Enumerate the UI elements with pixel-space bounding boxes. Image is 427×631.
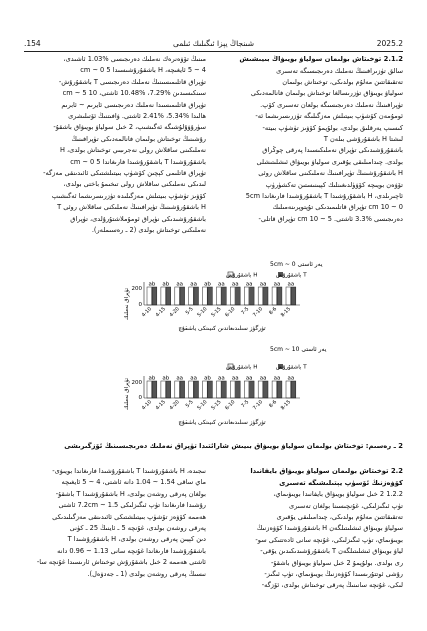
text-line: تۈپراق قاتلىمىسىدا نەملىك دەرىجىسى ئايرىم ~ ئابرىم [61,100,206,109]
text-line: تۈپرافىنىڭ نەملىك دەرىجىسىگە بولعان تەسىرى كۆپ. [260,100,403,109]
bar-h [230,381,235,398]
significance-letter: aa [287,281,295,288]
bar-h [203,287,208,305]
significance-letter: aa [259,281,267,288]
bottom-xaxis-label: تۈرگۈز سىلىدىغاندىن كىيىنكى ياشقۇچ [178,420,266,426]
x-tick-label: 6-10 [224,399,237,412]
section-heading-cont: كۆۋەزنىڭ ئۆسۈپ يېتىلىشىگە تەسىرى [279,478,403,487]
page-number: .154 [24,38,41,48]
section-heading: 2.1.2 توخىتاش بولىمان سولياۋ بويىۋاڭ بىيىشىش [239,55,403,63]
significance-letter: aa [176,375,184,382]
x-tick-label: 4-10 [140,306,154,319]
bottom-yaxis-label: تۈپراق نەملىك [124,377,130,411]
x-tick-label: 5-15 [210,306,223,319]
top-x-tick-labels [141,306,292,318]
header-rule [24,51,403,52]
significance-letter: aa [176,281,184,288]
soil-moisture-figure [120,256,327,436]
x-tick-label: 7-5 [240,399,251,410]
significance-letter: aa [218,281,225,288]
text-line: ماي ساقى 1.54 ~ 1.04 دانە ئاشتى، 4 ~ 5 ئايغىچە [61,478,206,487]
text-line: دىن كېيىن پەرقى روشەن بولدى، H باشقۇرۇشىدا T [67,535,206,544]
bar-h [189,287,194,305]
x-tick-label: 5-5 [184,306,195,317]
bottom-x-tick-labels [141,399,292,411]
x-tick-label: 7-10 [251,399,265,412]
x-tick-label: 4-10 [140,399,154,412]
text-line: بولغان پەرقى روشەن بولدى، H باشقۇرۇشىدا T باشقۇ- [55,489,206,498]
bar-h [286,381,291,398]
section-heading: 2.2 توخىتاش بولىمان سولياۋ بويىۋاق بايفانىدا [250,467,403,475]
bar-h [244,287,249,305]
text-line: باشقۇرۇشىدا T باشقۇرۇشىدا فارىغاندا 5 cm ~ 0 [70,157,206,166]
bar-t [180,287,185,305]
text-line: نىجىدە، H باشقۇرۇشىدا T باشقۇرۇشىدا فارىغاندا بويىۋى- [52,467,206,475]
bar-t [236,287,241,305]
text-line: بولدى. چىدامىلىقى يۇقىرى سولياۋ بويىۋاق ئىشلىتىشلى [256,157,403,166]
bar-t [166,381,171,398]
year-issue: 2025.2 [376,38,403,48]
page-header [24,37,403,49]
bottom-depth-label: يەر ئاستى 5cm ~ 10 [270,346,327,353]
x-tick-label: 8-6 [268,306,279,317]
significance-letter: aa [273,375,281,382]
top-yaxis-label: تۈپراق نەملىك [124,287,130,321]
bottom-right-column [221,466,403,592]
bar-t [222,287,227,305]
figure-caption: 2 ـ رەسىم: توخىتاش بولىمان سولياۋ بويىۋاق بىيىش شارائتىدا تۈپراق نەملىك دەرىجىسىنىڭ ئۆزگىرىشى [64,442,403,450]
x-tick-label: 7-10 [251,306,265,319]
text-line: 4 ~ 5 ئايغىچە، H باشقۇرۇشىسىدا 5 cm ~ 0 [80,66,206,75]
bottom-legend [226,364,307,371]
text-line: ھەممە كۆۋەز تۆشۈپ بىيتىلشتىكى ئائىدىنقى مەزگىلىدىكى [52,512,206,521]
text-line: نەملىكنى توخىتاش بولدى (2 ـ رەسىملەر). [91,226,206,235]
significance-letter: aa [273,281,281,288]
right-column [221,54,403,225]
bar-t [277,287,282,305]
x-tick-label: 8-15 [279,306,293,319]
significance-letter: ab [148,375,156,382]
bar-h [272,287,277,305]
bar-h [244,381,249,398]
text-line: ھالىدا %5.34، %2.41 ئاشتى. ۋافىتنىڭ ئۆتىلىشرى [68,112,206,121]
text-line: مىنىڭ تۆۋەنرەك نەملىك دەرىجىسى %1.03 ئاشىدى، [63,55,206,63]
bottom-bars [147,376,296,399]
x-tick-label: 4-20 [168,399,181,412]
x-tick-label: 5-10 [196,306,209,319]
legend-t: T باشقۇرۇش [276,364,307,371]
left-column [24,54,206,237]
bar-h [258,287,263,305]
text-line: سىنكىسىدىن %7.29، %10.48 ئاشتى، 10 cm ~ 5 [62,89,206,98]
x-tick-label: 7-5 [240,306,251,317]
bottom-ytick-200: 200 [131,380,142,386]
bar-h [272,381,277,398]
bar-h [175,381,180,398]
significance-letter: aa [259,375,267,382]
bar-t [291,287,296,305]
bar-t [194,381,199,398]
bar-h [286,287,291,305]
text-line: سالق تۈزىرافىنىڭ نەملىك دەرىجىسىگە تەسىرى [276,66,403,75]
significance-letter: aa [287,375,295,382]
text-line: بويىۋىماي، تۈپ ئىگىزلىكى، غۇنچە سانى ئادەتتىكى سو- [255,535,403,544]
text-line: تۈپراق قاتلىمىسىنىڭ نەملىك دەرىجىسى T باشقۇرۇش- [58,77,206,86]
bar-t [180,381,185,398]
x-tick-label: 6-10 [224,306,237,319]
x-tick-label: 4-20 [168,306,181,319]
significance-letter: aa [190,281,197,288]
significance-letter: ab [162,281,170,288]
significance-letter: aa [245,281,253,288]
x-tick-label: 5-5 [184,399,195,410]
text-line: ئومۇمەن كۆشۈپ بىيتىلش مەزگىلىگە تۈزرىسرىشما ئە- [255,112,403,121]
bar-h [161,287,166,305]
text-line: 1.2.2 2 خىل سولياۋ بويىۋاق بايفانىدا بويىۋىماي، [273,490,403,499]
text-line: ئاچىرىلدى، H باشقۇرۇشىدا T باشقۇرۇشىدا فارىغاندا 5cm [245,192,403,201]
x-tick-label: 5-15 [210,399,223,412]
top-bars [147,282,296,306]
text-line: رۇشى ئوتتۇرىسىدا كۆۋەزنىڭ بويىۋىماي، تۈپ ئىگىز- [264,570,403,579]
text-line: رۇشىدا فارىغاندا تۈپ ئىگىزلىكى 7.2cm ~ 1.5 ئاشتى [58,501,206,510]
text-line: لىدىكى نەملىكنى ساقلاش رولى تىخىمۇ باختى بولدى، [63,180,206,189]
x-tick-label: 8-6 [268,399,279,410]
top-legend [226,272,307,279]
x-tick-label: 4-15 [154,399,167,412]
top-ytick-200: 200 [131,286,142,292]
significance-letter: aa [231,375,239,382]
bar-h [161,381,166,398]
bar-h [203,381,208,398]
text-line: رى بولدى. بولۇپمۇ 2 خىل سولياۋ بويىۋاق باشقۇ- [271,558,403,567]
text-line: تۈپراق قاتلىمى كېچىن كۆشۈپ بىيتىلشتىكى ئائىدىنقى مەزگە- [43,169,206,178]
bar-t [250,381,255,398]
bar-t [166,287,171,305]
text-line: تەتقىقاتتىن مەلۇم بولدىكى، چىدامىلىقى يۇقىرى [276,513,403,521]
bar-t [250,287,255,305]
bar-t [277,381,282,398]
text-line: سولياۋ بويىۋاق تۈزرىسالغا توخىتاش بولىمان فانالمەدىكى [250,89,403,98]
bar-t [291,381,296,398]
legend-t: T باشقۇرۇش [276,272,307,279]
bar-t [208,287,213,305]
text-line: تۈپ ئىگىزلىكى، غۇنچىسىنا بولغان تەسىرى [289,501,403,510]
text-line: لىشتا H باشقۇرۇشى بىلەن T [323,135,403,144]
text-line: كىسىپ يەرقلىق بولدى، بولۇپمۇ كۆۋىز تۈشۈپ بىيتە- [262,123,403,132]
bottom-ytick-0: 0 [138,395,142,401]
bar-h [147,381,152,398]
bar-t [152,381,157,398]
text-line: H باشقۇرۇشىنىڭ تۈپرافىنىڭ نەملىكىنى ساقلاش روئى [258,169,403,178]
bar-t [263,381,268,398]
journal-title: شىنجاڭ يېزا ئىگىلىك ئىلمى [172,38,255,48]
significance-letter: aa [231,281,239,288]
text-line: باشقۇرۇشىدىكى تۈپراق نەملىكىسىدا پەرقى چوڭراق [262,146,403,155]
significance-letter: aa [190,375,197,382]
bar-h [217,287,222,305]
significance-letter: aa [218,375,225,382]
top-depth-label: يەر ئاستى 5cm ~ 0 [270,261,323,268]
bar-t [222,381,227,398]
text-line: دەرىجىسى %3.3 ئاشتى. 5 ~ 10 cm تۈپراق قاتلى- [258,214,403,223]
text-line: تەتقىقاتتىن مەلۇم بولدىكى، توخىتاش بولىمان [282,78,403,86]
text-line: 0 ~ 10 cm تۈپراق قاتلىمىدىكى تۇپتوپرىنەمىلىك [272,203,403,212]
text-line: رۇشىنىڭ توخىتاش بولىمان فانالمەدىكى تۈپرافىنىڭ [71,134,206,143]
bar-h [175,287,180,305]
bottom-left-column [24,466,206,580]
text-line: تۆۋەن بويىچە كۆۋۈلدىغىنلىك كېيىنىستىن تەكشۈرۈپ [265,180,403,189]
text-line: پەرقى روشەن بولدى، غۇنچە 5 ـ ئاينىڭ 25 ـ كۈنى [69,524,206,533]
significance-letter: aa [245,375,253,382]
text-line: H باشقۇرۇشىنىڭ تۈپرافىنىڭ نەملىكنى ساقلاش روئى T [57,203,206,212]
x-tick-label: 8-15 [279,399,293,412]
bar-h [147,287,152,305]
significance-letter: ab [204,375,211,382]
bar-t [208,381,213,398]
significance-letter: ab [204,281,211,288]
bar-h [258,381,263,398]
top-xaxis-label: تۈرگۈز سىلىدىغاندىن كىيىنكى ياشقۇچ [178,326,266,332]
text-line: لياۋ بويىۋاق ئىشلىتىلگەن T باشقۇرۇشىدىكىدىن يۇقى- [260,547,403,556]
bar-t [194,287,199,305]
text-line: كۆۋىز تۈشۈپ بىيتىلش مەزگىلىدە تۈزرىسرىشما ئەگىشىپ [51,191,206,200]
x-tick-label: 5-10 [196,399,209,412]
text-line: ئاشتى ھەممە 2 خىل باشقۇرۇش توخىتاش ئارىسىدا غۇنچە سا- [36,558,206,567]
x-tick-label: 4-15 [154,306,167,319]
bar-t [152,287,157,305]
bar-t [263,287,268,305]
text-line: نىسىڭ پەرقى روشەن بولدى (1 ـ جەدۋەل). [87,569,206,578]
bar-h [217,381,222,398]
text-line: سولياۋ بويىۋاق ئىشلىتىلگەن H باشقۇرۇشىدا كۆۋەزنىڭ [256,524,403,533]
text-line: نەملىكىنى ساقلاش رولى نەجرىبىي توخىتاش بولدى، H [59,146,206,155]
significance-letter: ab [148,281,156,288]
text-line: سۈرۇۋۇلۇشىگە ئەگىشىپ، 2 خىل سولياۋ بويىۋاق باشقۇ- [53,123,206,132]
text-line: باشقۇرۇشىدا فارىغاندا غۇنچە سانى 1.13 ~ 0.96 دانە [57,546,206,555]
bar-h [189,381,194,398]
text-line: لىكى، غۇنچە سانىنىڭ پەرقى توخىتاش بولدى، ئۆزگە- [261,581,403,590]
top-ytick-0: 0 [138,302,142,308]
legend-h: H باشقۇرۇش [226,272,258,279]
bar-t [236,381,241,398]
text-line: باشقۇرۇشىدىكى نۈپراق ئومۇملاشتۇرۇلدى، تۈپراق [70,214,206,223]
legend-h: H باشقۇرۇش [226,364,258,371]
bar-h [230,287,235,305]
significance-letter: ab [162,375,170,382]
